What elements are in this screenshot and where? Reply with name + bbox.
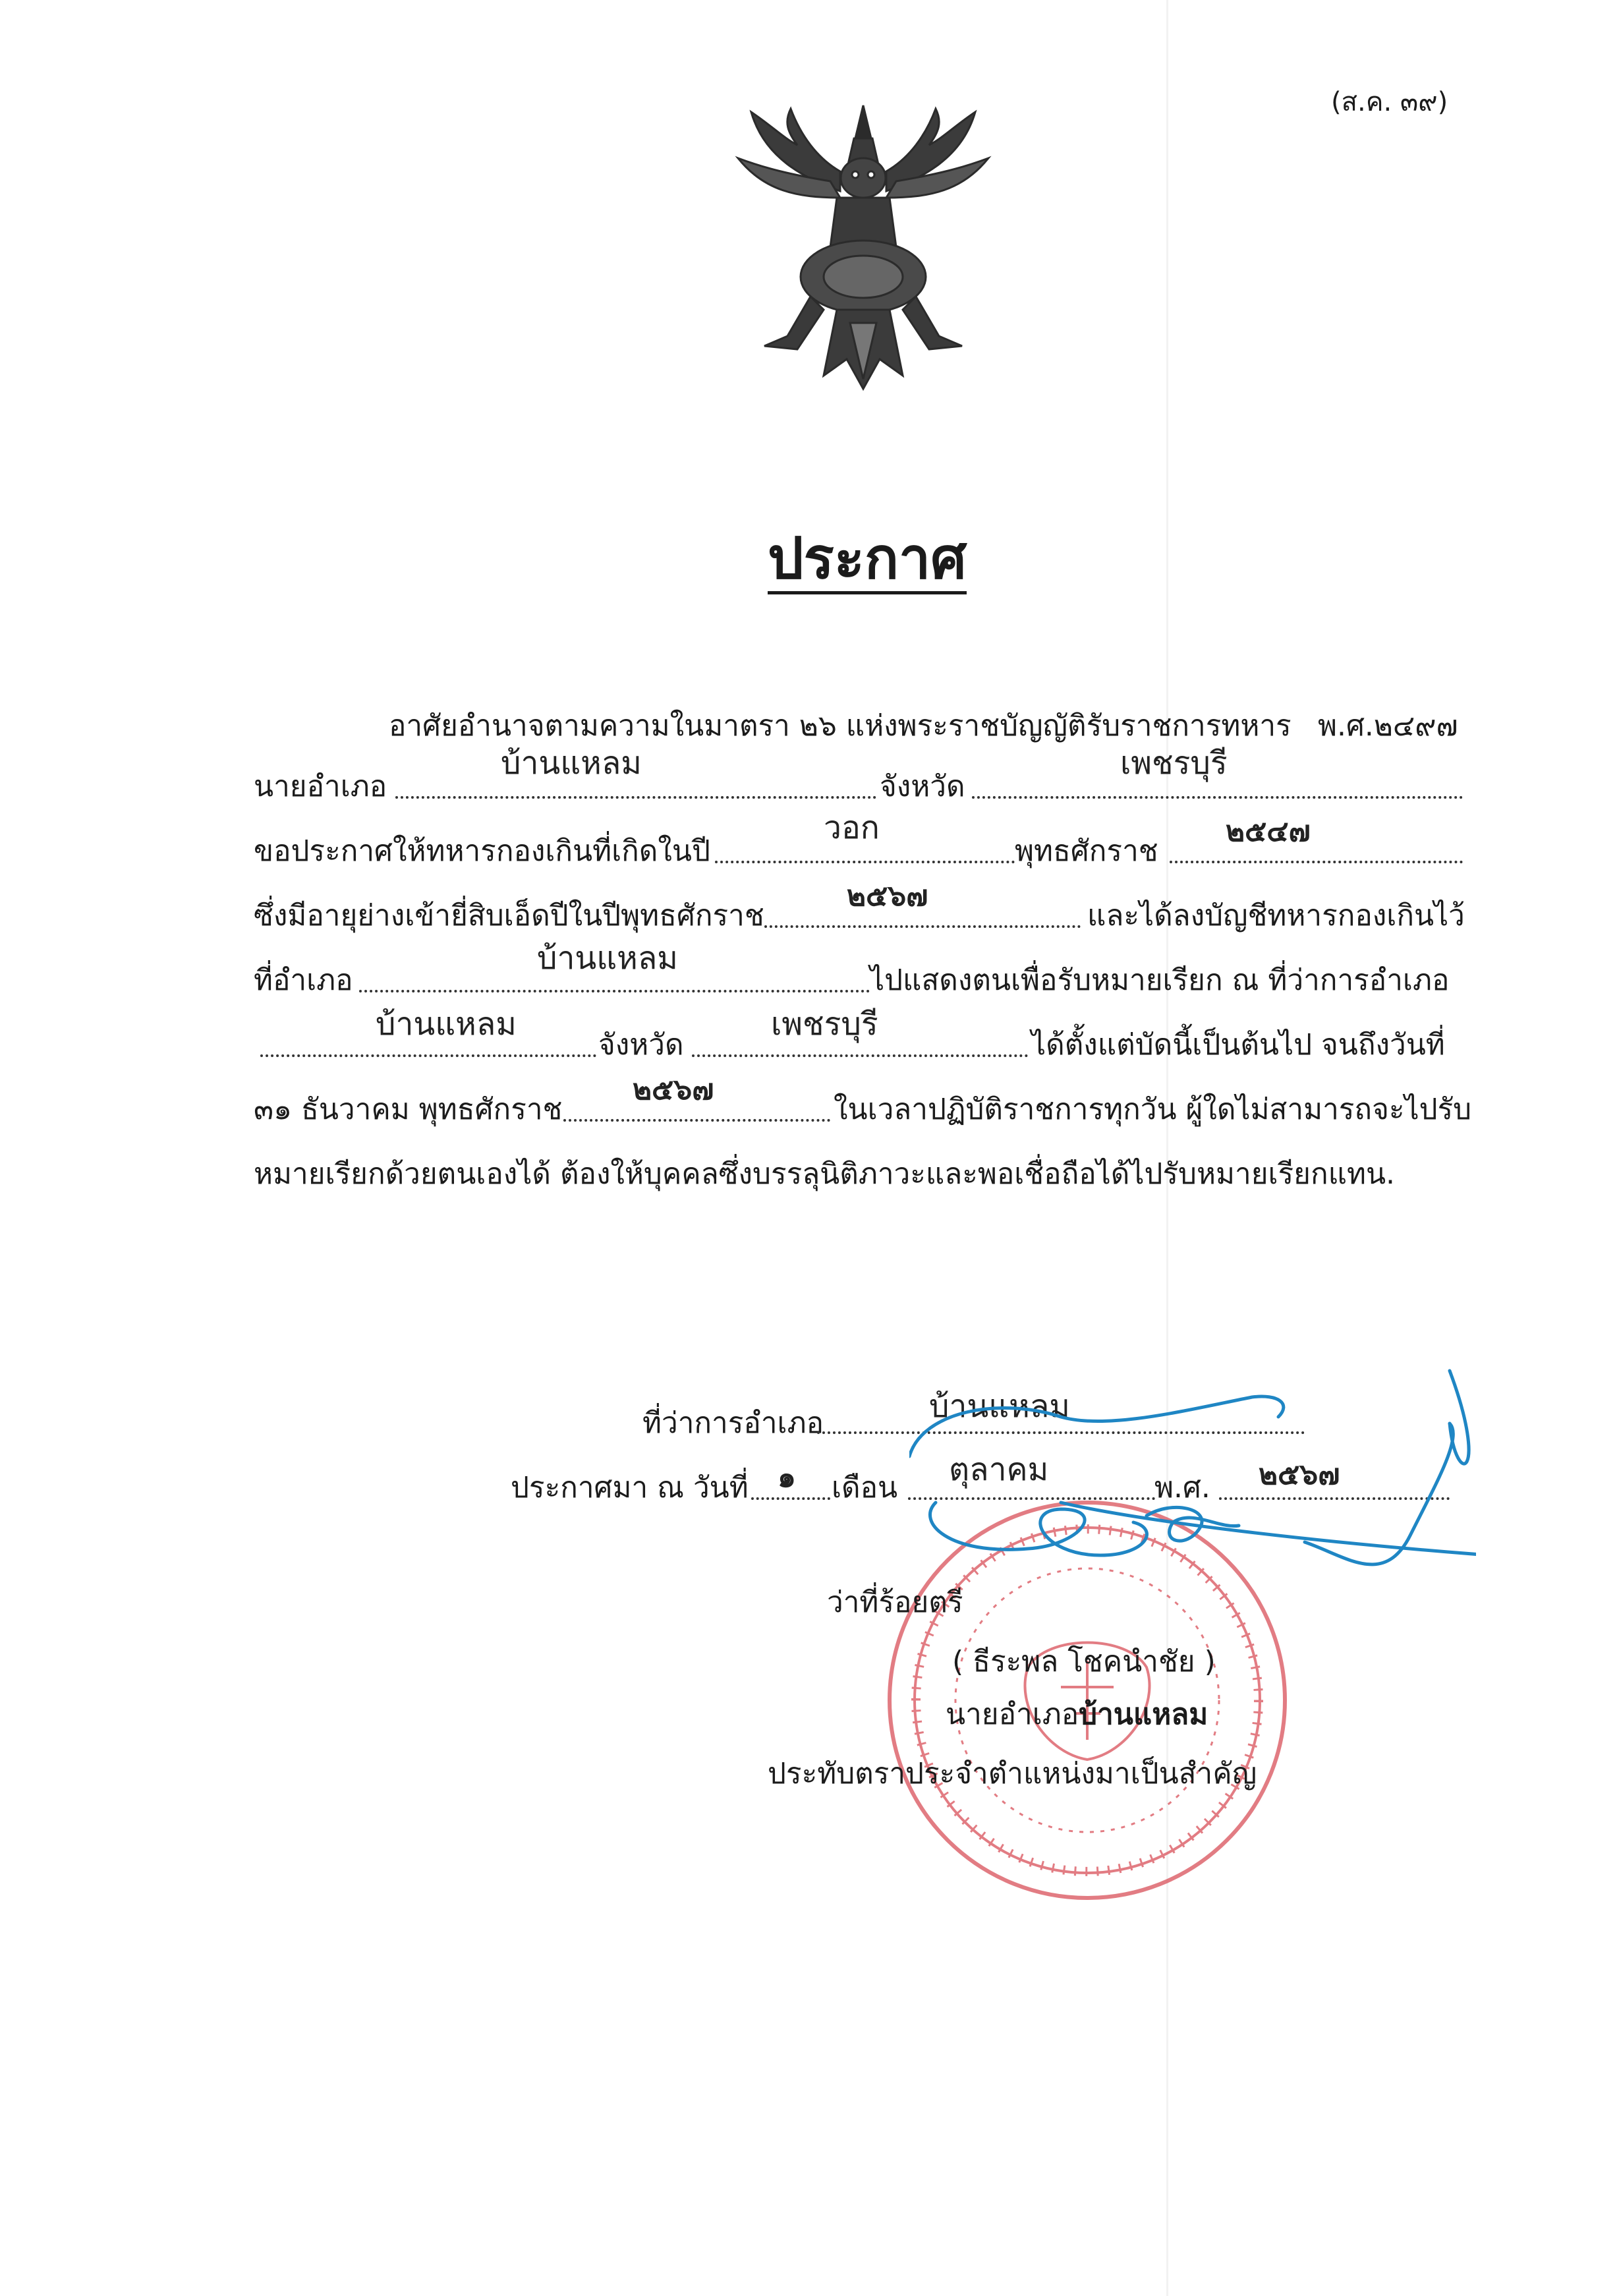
date-day-fill: ๑ (778, 1460, 796, 1494)
dotted-line (260, 1054, 596, 1057)
year-label: พ.ศ. (1154, 1471, 1210, 1505)
para-line-4: ซึ่งมีอายุย่างเข้ายี่สิบเอ็ดปีในปีพุทธศักราช (254, 899, 764, 933)
dotted-line (563, 1119, 830, 1122)
scan-edge (1166, 0, 1168, 2296)
position-district: บ้านแหลม (1079, 1698, 1208, 1731)
deadline-be-fill: ๒๕๖๗ (633, 1073, 714, 1106)
office-district-fill: บ้านแหลม (376, 1006, 517, 1043)
para-line-6-end: ได้ตั้งแต่บัดนี้เป็นต้นไป จนถึงวันที่ (1031, 1028, 1445, 1062)
birth-be-fill: ๒๕๔๗ (1226, 815, 1311, 848)
act-year: พ.ศ.๒๔๙๗ (1318, 709, 1458, 743)
dotted-line (359, 990, 870, 992)
position-label: นายอำเภอ (946, 1698, 1079, 1731)
province-label: จังหวัด (880, 770, 965, 803)
dotted-line (692, 1054, 1028, 1057)
form-code: (ส.ค. ๓๙) (1331, 87, 1448, 117)
office-province-fill: เพชรบุรี (771, 1006, 878, 1043)
office-fill: บ้านแหลม (929, 1388, 1070, 1425)
age-be-fill: ๒๕๖๗ (847, 879, 928, 913)
para-line-7-end: ในเวลาปฏิบัติราชการทุกวัน ผู้ใดไม่สามารถจะไปรับ (834, 1093, 1472, 1126)
registered-district-fill: บ้านแหลม (537, 940, 678, 977)
buddhist-era-label: พุทธศักราช (1015, 834, 1158, 868)
date-year-fill: ๒๕๖๗ (1259, 1458, 1340, 1491)
province-label-2: จังหวัด (598, 1028, 684, 1062)
dotted-line (1170, 861, 1463, 863)
para-line-1: อาศัยอำนาจตามความในมาตรา ๒๖ แห่งพระราชบัญญัติรับราชการทหาร (389, 709, 1292, 743)
page-title: ประกาศ (768, 531, 967, 594)
rank-label: ว่าที่ร้อยตรี (827, 1586, 963, 1619)
para-line-5: ที่อำเภอ (254, 963, 353, 997)
office-label: ที่ว่าการอำเภอ (642, 1406, 824, 1440)
dotted-line (751, 1497, 830, 1500)
para-line-4-end: และได้ลงบัญชีทหารกองเกินไว้ (1087, 899, 1465, 933)
signer-position (946, 1700, 1208, 1729)
district-fill: บ้านแหลม (501, 745, 642, 782)
birth-year-fill: วอก (824, 809, 880, 846)
month-label: เดือน (832, 1471, 898, 1505)
seal-note: ประทับตราประจำตำแหน่งมาเป็นสำคัญ (768, 1757, 1257, 1791)
garuda-emblem-icon (725, 99, 1002, 395)
dotted-line (764, 925, 1081, 928)
province-fill: เพชรบุรี (1120, 745, 1228, 782)
dotted-line (972, 796, 1463, 799)
para-line-5-end: ไปแสดงตนเพื่อรับหมายเรียก ณ ที่ว่าการอำเภอ (870, 963, 1450, 997)
date-month-fill: ตุลาคม (949, 1451, 1049, 1488)
signature-icon (909, 1358, 1476, 1641)
dotted-line (715, 861, 1015, 863)
dotted-line (395, 796, 876, 799)
para-line-8: หมายเรียกด้วยตนเองได้ ต้องให้บุคคลซึ่งบรรลุนิติภาวะและพอเชื่อถือได้ไปรับหมายเรียกแทน. (254, 1157, 1396, 1191)
para-line-7: ๓๑ ธันวาคม พุทธศักราช (254, 1093, 563, 1126)
signer-name: ( ธีระพล โชคนำชัย ) (952, 1645, 1216, 1679)
district-officer-label: นายอำเภอ (254, 770, 387, 803)
date-label: ประกาศมา ณ วันที่ (511, 1471, 749, 1505)
para-line-3: ขอประกาศให้ทหารกองเกินที่เกิดในปี (254, 834, 710, 868)
